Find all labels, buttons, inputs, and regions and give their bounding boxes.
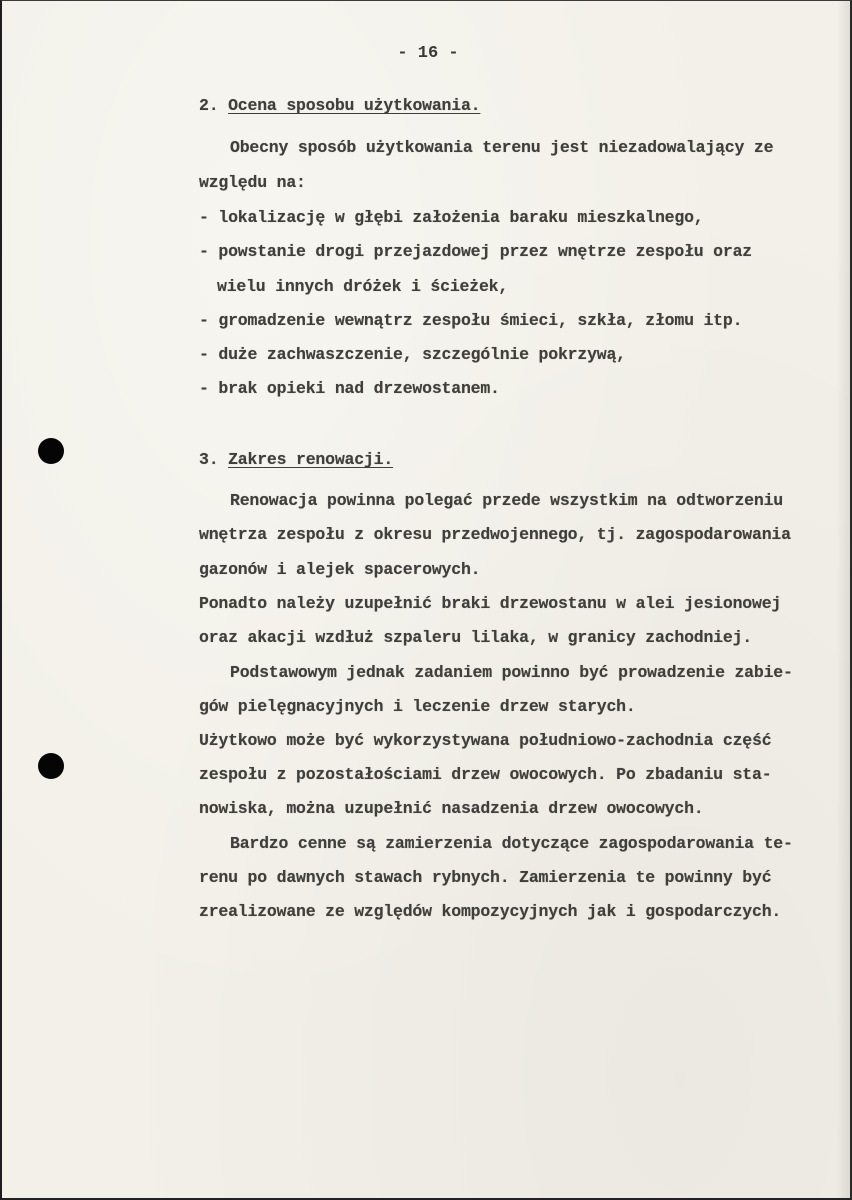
- punch-hole-upper: [38, 438, 64, 464]
- section-3-line: Renowacja powinna polegać przede wszystkim na odtworzeniu: [230, 491, 783, 510]
- punch-hole-lower: [38, 753, 64, 779]
- section-2-list-item: - brak opieki nad drzewostanem.: [199, 379, 500, 398]
- section-3-title: Zakres renowacji.: [228, 450, 394, 469]
- section-2-line: Obecny sposób użytkowania terenu jest niezadowalający ze: [230, 138, 774, 157]
- section-3-line: oraz akacji wzdłuż szpaleru lilaka, w granicy zachodniej.: [199, 628, 752, 647]
- section-2-number: 2.: [199, 96, 219, 115]
- section-3-line: Bardzo cenne są zamierzenia dotyczące zagospodarowania te-: [230, 834, 793, 853]
- section-2-list-item: - powstanie drogi przejazdowej przez wnętrze zespołu oraz: [199, 242, 752, 261]
- section-3-line: zrealizowane ze względów kompozycyjnych jak i gospodarczych.: [199, 902, 782, 921]
- section-2-title: Ocena sposobu użytkowania.: [228, 96, 481, 115]
- section-3-line: Podstawowym jednak zadaniem powinno być prowadzenie zabie-: [230, 663, 793, 682]
- section-2-line: względu na:: [199, 173, 306, 192]
- section-3-line: Ponadto należy uzupełnić braki drzewostanu w alei jesionowej: [199, 594, 782, 613]
- section-3-line: wnętrza zespołu z okresu przedwojennego, tj. zagospodarowania: [199, 525, 791, 544]
- section-3-line: zespołu z pozostałościami drzew owocowych. Po zbadaniu sta-: [199, 765, 772, 784]
- section-2-list-item: - gromadzenie wewnątrz zespołu śmieci, szkła, złomu itp.: [199, 311, 743, 330]
- section-3-line: nowiska, można uzupełnić nasadzenia drzew owocowych.: [199, 799, 704, 818]
- section-3-line: renu po dawnych stawach rybnych. Zamierzenia te powinny być: [199, 868, 772, 887]
- section-2-list-item: - duże zachwaszczenie, szczególnie pokrzywą,: [199, 345, 626, 364]
- section-3-line: Użytkowo może być wykorzystywana południowo-zachodnia część: [199, 731, 772, 750]
- section-3-line: gów pielęgnacyjnych i leczenie drzew starych.: [199, 697, 636, 716]
- page-number: - 16 -: [397, 44, 459, 63]
- section-3-line: gazonów i alejek spacerowych.: [199, 560, 481, 579]
- section-3-heading: [199, 450, 393, 469]
- page-edge-shadow: [836, 1, 850, 1198]
- section-2-list-item-continuation: wielu innych dróżek i ścieżek,: [217, 277, 509, 296]
- section-2-list-item: - lokalizację w głębi założenia baraku mieszkalnego,: [199, 208, 704, 227]
- section-3-number: 3.: [199, 450, 219, 469]
- section-2-heading: [199, 96, 480, 115]
